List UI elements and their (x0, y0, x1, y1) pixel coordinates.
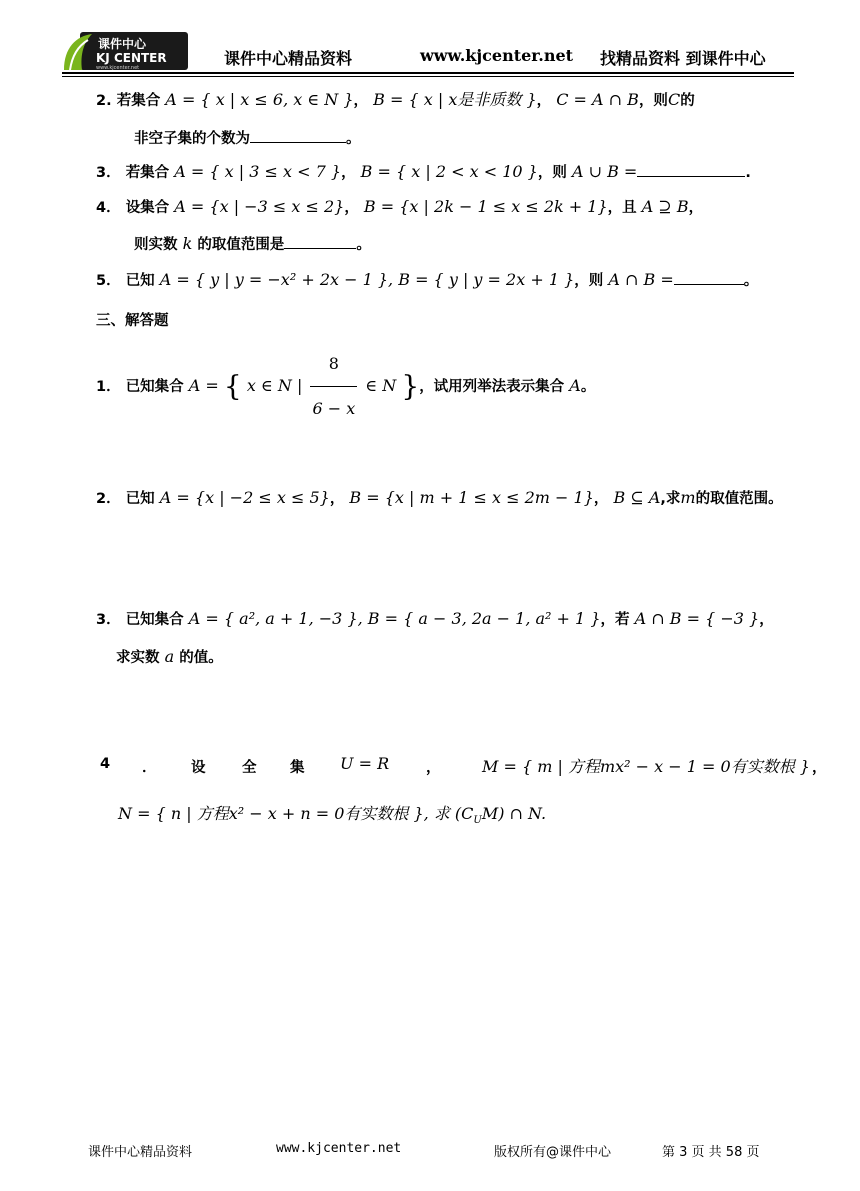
p1-text: 已知集合 (125, 379, 184, 395)
p2-set-a: A = {x | −2 ≤ x ≤ 5} (159, 488, 330, 507)
p4-word-1: 设 (191, 760, 206, 776)
question-3 (96, 162, 751, 183)
q2-set-c: C = A ∩ B (556, 90, 639, 109)
q2-text: 若集合 (116, 93, 161, 109)
q3-then: ，则 (537, 165, 567, 181)
p1-right-brace: } (401, 369, 420, 403)
q2-sep: ， (353, 93, 369, 109)
q4-end: 。 (356, 237, 371, 253)
question-4-line2 (134, 234, 371, 255)
q2-c-var: C (667, 90, 681, 109)
q3-text: 若集合 (125, 165, 170, 181)
q4-sep: ， (344, 200, 359, 216)
p3-line2-end: 的值。 (179, 650, 223, 666)
p1-number: 1． (96, 379, 121, 395)
p4-dot: ． (142, 760, 157, 776)
q2-set-a: A = { x | x ≤ 6, x ∈ N } (165, 90, 354, 109)
q2-set-b: B = { x | x是非质数 } (373, 90, 537, 109)
question-2-line2 (134, 128, 361, 149)
logo-cn-text: 课件中心 (98, 37, 147, 51)
p4-subscript-u: U (473, 815, 482, 827)
q3-set-b: B = { x | 2 < x < 10 } (360, 162, 538, 181)
p4-comma-1: ， (426, 760, 441, 776)
q3-end: . (745, 165, 751, 181)
problem-1 (96, 342, 595, 431)
q2-line2-text: 非空子集的个数为 (134, 131, 250, 147)
p2-text: 已知 (125, 491, 155, 507)
problem-2 (96, 488, 783, 509)
logo-en-text: KJ CENTER (96, 51, 167, 65)
p3-number: 3． (96, 612, 121, 628)
problem-3-line1 (96, 609, 774, 630)
q5-intersection: A ∩ B = (608, 270, 674, 289)
p2-sep: ， (329, 491, 345, 507)
logo-graphic (62, 30, 188, 72)
p3-sep: ， (759, 612, 774, 628)
question-4-line1 (96, 197, 703, 218)
header-website: www.kjcenter.net (420, 46, 574, 65)
section-3-title (96, 310, 169, 331)
p2-ask: ,求 (660, 491, 681, 507)
p4-complement-expr: M) ∩ N. (481, 804, 547, 823)
q2-answer-blank[interactable] (250, 128, 346, 143)
q4-answer-blank[interactable] (284, 234, 356, 249)
q4-line2-text: 则实数 (134, 237, 178, 253)
p1-fraction-numerator: 8 (328, 354, 339, 373)
q2-then: ，则 (638, 93, 668, 109)
q4-and: ，且 (607, 200, 637, 216)
q3-sep: ， (341, 165, 356, 181)
p2-number: 2． (96, 491, 121, 507)
p1-left-brace: { (223, 369, 242, 403)
p1-fraction (310, 342, 357, 431)
q2-de: 的 (680, 93, 695, 109)
p2-sep2: ， (593, 491, 609, 507)
footer-left: 课件中心精品资料 (88, 1145, 193, 1160)
q2-end: 。 (346, 131, 361, 147)
q2-sep2: ， (536, 93, 552, 109)
question-2-line1 (96, 90, 695, 111)
p4-word-2: 全 (242, 760, 257, 776)
q4-superset: A ⊇ B (641, 197, 689, 216)
p4-comma-2: ， (812, 760, 827, 776)
q5-sets: A = { y | y = −x² + 2x − 1 }, B = { y | y = 2x + 1 } (159, 270, 575, 289)
q4-sep2: ， (688, 200, 704, 216)
p2-m-var: m (680, 488, 696, 507)
p1-set-inner: x ∈ N | (246, 376, 303, 395)
header-title: 课件中心精品资料 (224, 49, 353, 68)
section-3-heading: 三、解答题 (96, 313, 169, 329)
p4-number: 4 (100, 756, 111, 772)
p3-if: ，若 (600, 612, 630, 628)
p3-sets: A = { a², a + 1, −3 }, B = { a − 3, 2a − 1, a² + 1 } (188, 609, 601, 628)
p4-set-n: N = { n | 方程x² − x + n = 0有实数根 }, 求 (C (118, 804, 474, 823)
p3-text: 已知集合 (125, 612, 184, 628)
q4-text: 设集合 (125, 200, 170, 216)
problem-3-line2 (116, 647, 223, 668)
p3-a-var: a (164, 647, 175, 666)
p3-intersection: A ∩ B = { −3 } (634, 609, 760, 628)
logo-url-text: www.kjcenter.net (96, 65, 140, 71)
p1-fraction-denominator: 6 − x (310, 386, 357, 431)
question-5 (96, 270, 758, 291)
problem-4-line2 (118, 804, 546, 831)
q3-union: A ∪ B = (571, 162, 638, 181)
q4-number: 4． (96, 200, 121, 216)
p1-set-name: A = (188, 376, 219, 395)
footer-website[interactable]: www.kjcenter.net (276, 1141, 402, 1156)
q5-end: 。 (743, 273, 759, 289)
header-rule-thin (62, 76, 794, 77)
q5-then: ，则 (574, 273, 604, 289)
p1-end: 。 (580, 379, 596, 395)
footer-page-number: 第 3 页 共 58 页 (662, 1145, 760, 1160)
p1-set-tail: ∈ N (365, 376, 397, 395)
q4-set-b: B = {x | 2k − 1 ≤ x ≤ 2k + 1} (363, 197, 608, 216)
q2-number: 2. (96, 93, 112, 109)
p2-subset: B ⊆ A (613, 488, 661, 507)
kjcenter-logo (62, 30, 188, 72)
q4-k-var: k (182, 234, 193, 253)
q5-text: 已知 (125, 273, 155, 289)
p4-universal-set: U = R (340, 754, 390, 773)
footer-copyright: 版权所有@课件中心 (494, 1145, 612, 1160)
q5-answer-blank[interactable] (674, 270, 744, 285)
q3-answer-blank[interactable] (637, 162, 745, 177)
p1-a-var: A (569, 376, 581, 395)
p1-instruction: ，试用列举法表示集合 (419, 379, 565, 395)
q4-line2-text2: 的取值范围是 (197, 237, 285, 253)
header-rule-thick (62, 72, 794, 74)
q3-number: 3． (96, 165, 121, 181)
q5-number: 5． (96, 273, 121, 289)
p2-set-b: B = {x | m + 1 ≤ x ≤ 2m − 1} (349, 488, 594, 507)
p2-end: 的取值范围。 (695, 491, 783, 507)
q4-set-a: A = {x | −3 ≤ x ≤ 2} (174, 197, 345, 216)
p3-line2-text: 求实数 (116, 650, 160, 666)
q3-set-a: A = { x | 3 ≤ x < 7 } (174, 162, 342, 181)
p4-word-3: 集 (290, 760, 305, 776)
p4-set-m: M = { m | 方程mx² − x − 1 = 0有实数根 } (482, 757, 810, 776)
header-slogan: 找精品资料 到课件中心 (600, 49, 766, 68)
